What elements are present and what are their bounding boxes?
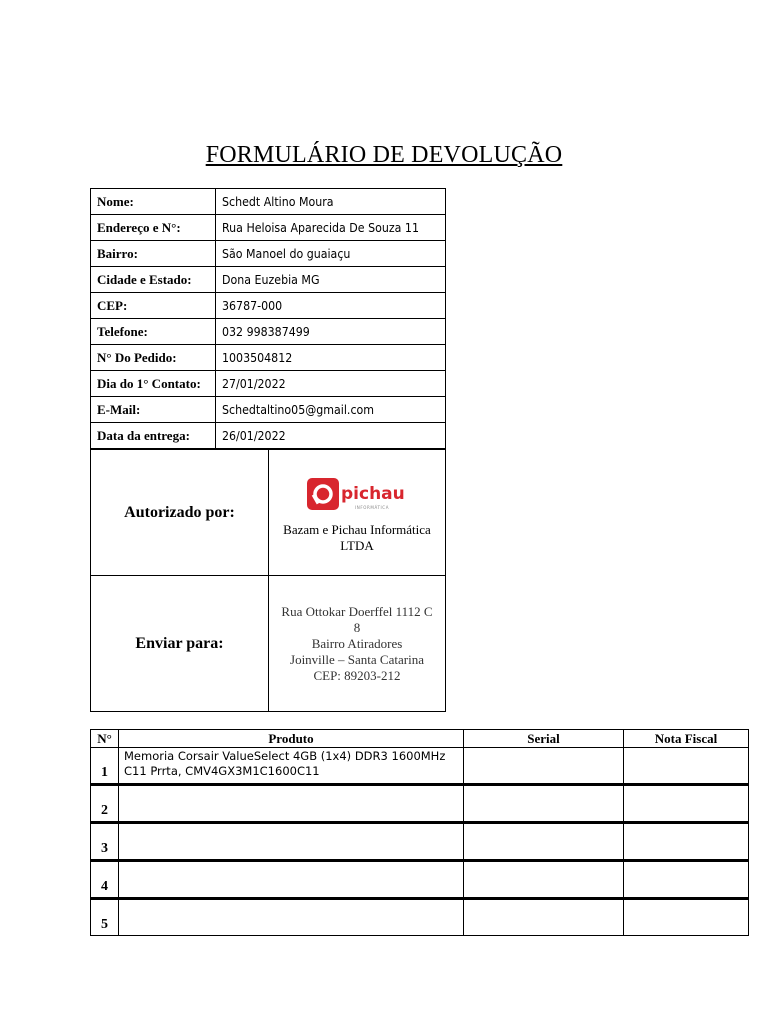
header-product: Produto (119, 730, 464, 748)
serial-cell (464, 861, 624, 899)
info-value-text: Rua Heloisa Aparecida De Souza 11 (222, 220, 419, 235)
info-row (91, 215, 446, 241)
info-row (91, 189, 446, 215)
product-row (91, 748, 749, 785)
send-to-label: Enviar para: (91, 576, 269, 712)
invoice-cell (624, 748, 749, 785)
product-name (119, 899, 464, 936)
header-serial: Serial (464, 730, 624, 748)
info-value-text: 26/01/2022 (222, 428, 286, 443)
product-row (91, 899, 749, 936)
address-line: 8 (353, 619, 361, 635)
address-line: Joinville – Santa Catarina (290, 651, 424, 667)
info-value-text: 27/01/2022 (222, 376, 286, 391)
info-value-text: 032 998387499 (222, 324, 310, 339)
serial-cell (464, 785, 624, 823)
invoice-cell (624, 861, 749, 899)
info-label: CEP: (91, 293, 216, 319)
info-value (216, 423, 446, 449)
info-value (216, 319, 446, 345)
info-label: E-Mail: (91, 397, 216, 423)
logo-subtitle: INFORMÁTICA (355, 504, 390, 510)
product-name (119, 823, 464, 861)
info-row (91, 293, 446, 319)
info-value (216, 189, 446, 215)
info-label: Dia do 1° Contato: (91, 371, 216, 397)
row-number: 3 (91, 823, 119, 861)
company-line-1: Bazam e Pichau Informática (283, 521, 431, 537)
info-label: Nome: (91, 189, 216, 215)
row-number: 5 (91, 899, 119, 936)
info-label: Telefone: (91, 319, 216, 345)
info-row (91, 267, 446, 293)
serial-cell (464, 823, 624, 861)
info-value (216, 397, 446, 423)
info-value (216, 293, 446, 319)
info-row (91, 371, 446, 397)
serial-cell (464, 899, 624, 936)
info-value-text: Dona Euzebia MG (222, 272, 320, 287)
address-line: CEP: 89203-212 (313, 667, 401, 683)
invoice-cell (624, 785, 749, 823)
info-value-text: Schedt Altino Moura (222, 194, 334, 209)
header-number: N° (91, 730, 119, 748)
info-value (216, 267, 446, 293)
info-value (216, 215, 446, 241)
info-value-text: Schedtaltino05@gmail.com (222, 402, 375, 417)
authorization-table (90, 449, 446, 712)
row-number: 4 (91, 861, 119, 899)
product-row (91, 823, 749, 861)
info-row (91, 345, 446, 371)
serial-cell (464, 748, 624, 785)
form-title: FORMULÁRIO DE DEVOLUÇÃO (205, 142, 563, 168)
product-name (119, 785, 464, 823)
info-label: Cidade e Estado: (91, 267, 216, 293)
invoice-cell (624, 823, 749, 861)
pichau-logo (269, 478, 445, 512)
product-line-2: C11 Prrta, CMV4GX3M1C1600C11 (124, 764, 320, 778)
info-value-text: 36787-000 (222, 298, 283, 313)
logo-wordmark: pichau (341, 483, 405, 504)
info-value-text: São Manoel do guaiaçu (222, 246, 351, 261)
row-number: 1 (91, 748, 119, 785)
send-to-address (269, 576, 446, 712)
info-value (216, 241, 446, 267)
product-name (119, 748, 464, 785)
info-row (91, 423, 446, 449)
info-value-text: 1003504812 (222, 350, 293, 365)
header-invoice: Nota Fiscal (624, 730, 749, 748)
info-label: Bairro: (91, 241, 216, 267)
info-value (216, 345, 446, 371)
authorized-by-cell (269, 450, 446, 576)
address-line: Bairro Atiradores (311, 635, 403, 651)
info-value (216, 371, 446, 397)
product-row (91, 785, 749, 823)
row-number: 2 (91, 785, 119, 823)
info-label: N° Do Pedido: (91, 345, 216, 371)
product-name (119, 861, 464, 899)
info-label: Data da entrega: (91, 423, 216, 449)
info-label: Endereço e N°: (91, 215, 216, 241)
product-line-1: Memoria Corsair ValueSelect 4GB (1x4) DDR3 1600MHz (124, 749, 446, 763)
customer-info-table (90, 188, 446, 449)
products-table (90, 729, 749, 936)
info-row (91, 241, 446, 267)
invoice-cell (624, 899, 749, 936)
info-row (91, 397, 446, 423)
address-line: Rua Ottokar Doerffel 1112 C (281, 603, 433, 619)
company-name (269, 522, 445, 554)
company-line-2: LTDA (340, 537, 374, 553)
authorized-by-label: Autorizado por: (91, 450, 269, 576)
pichau-logo-icon (307, 478, 407, 512)
product-row (91, 861, 749, 899)
info-row (91, 319, 446, 345)
